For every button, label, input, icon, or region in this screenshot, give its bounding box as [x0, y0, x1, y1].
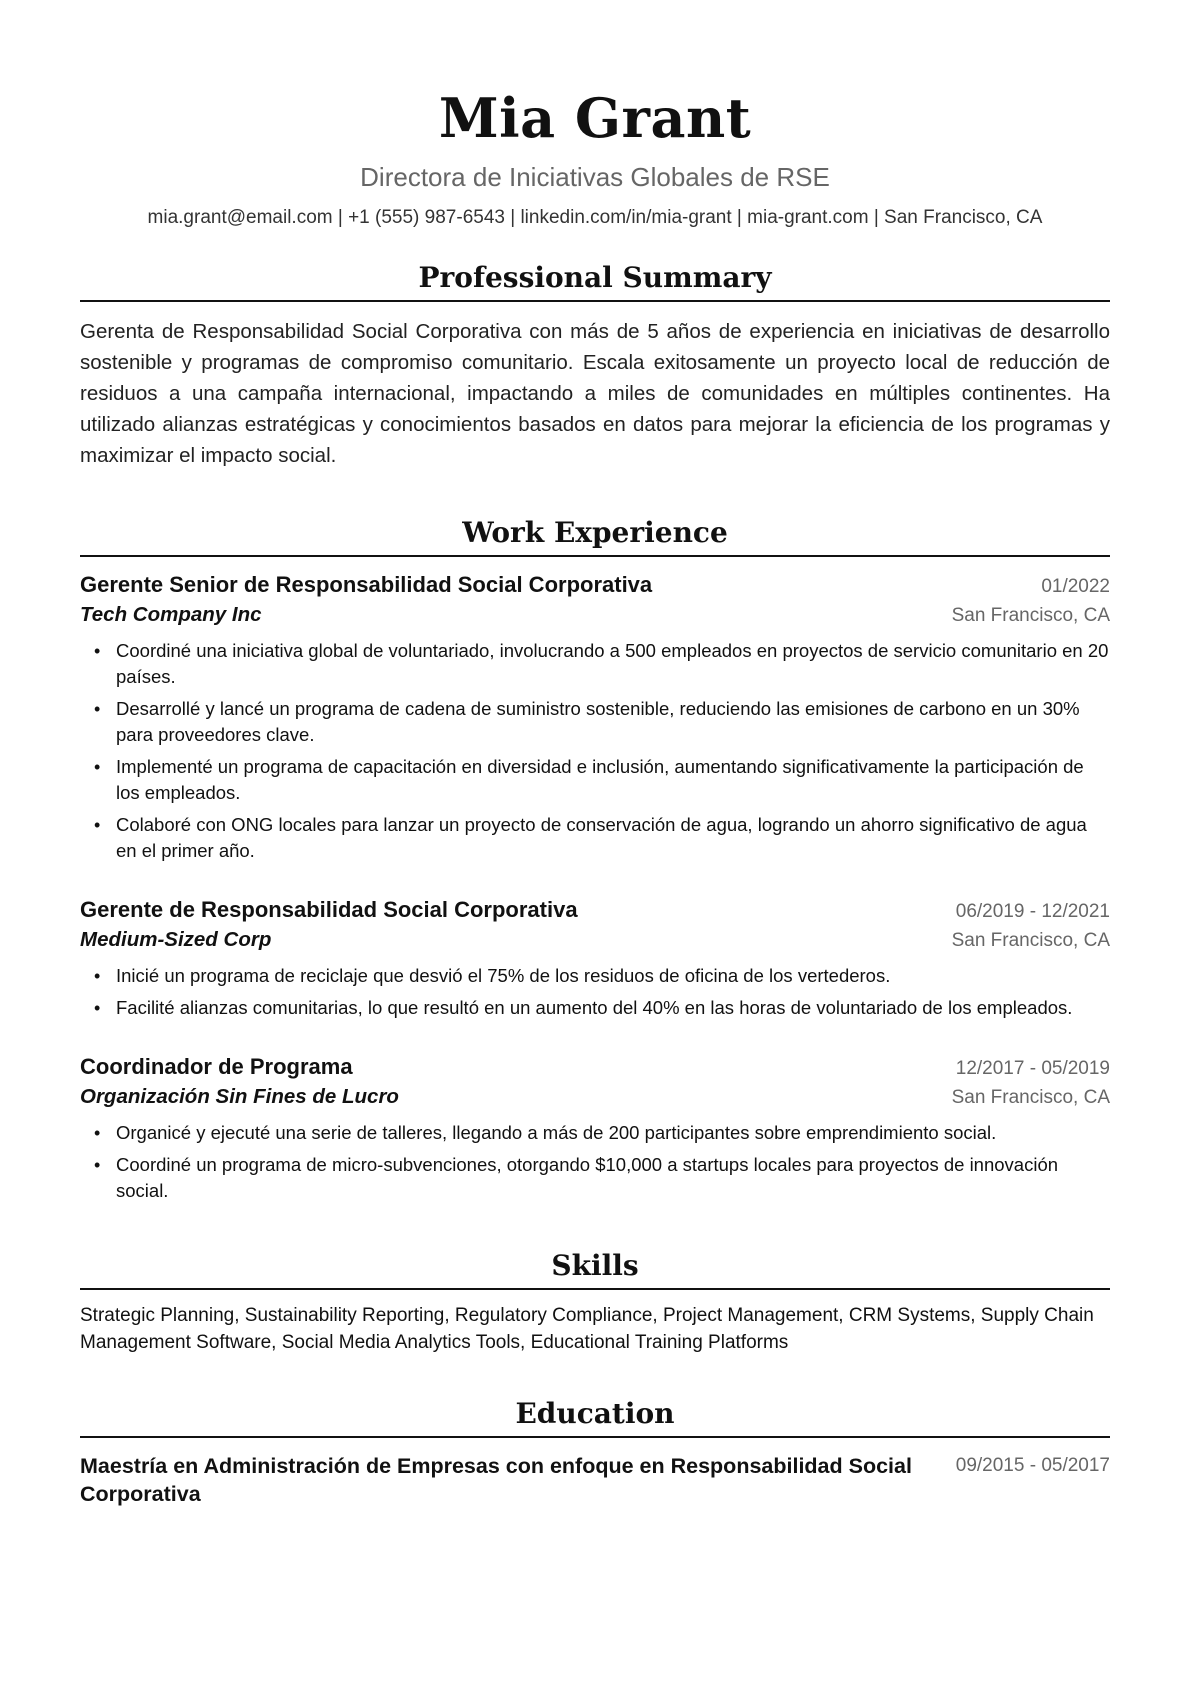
- job-bullet: • Coordiné un programa de micro-subvenciones, otorgando $10,000 a startups locales para proyectos de innovación social.: [80, 1152, 1110, 1204]
- job-date: 12/2017 - 05/2019: [955, 1058, 1110, 1079]
- job-date: 01/2022: [1041, 576, 1110, 597]
- candidate-name: Mia Grant: [438, 86, 752, 150]
- job-bullet: • Inicié un programa de reciclaje que desvió el 75% de los residuos de oficina de los vertederos.: [80, 963, 1110, 989]
- job-company: Organización Sin Fines de Lucro: [80, 1085, 399, 1108]
- job-bullet: • Coordiné una iniciativa global de voluntariado, involucrando a 500 empleados en proyectos de servicio comunitario en 20 países.: [80, 638, 1110, 690]
- job-bullet: • Desarrollé y lancé un programa de cadena de suministro sostenible, reduciendo las emisiones de carbono en un 30% para proveedores clave.: [80, 696, 1110, 748]
- job-location: San Francisco, CA: [951, 930, 1110, 951]
- education-entry: [80, 1452, 1110, 1508]
- job-bullet: • Implementé un programa de capacitación en diversidad e inclusión, aumentando significativamente la participación de los empleados.: [80, 754, 1110, 806]
- candidate-headline: Directora de Iniciativas Globales de RSE: [360, 162, 830, 192]
- job-entry: [80, 571, 1110, 864]
- job-role: Gerente de Responsabilidad Social Corporativa: [80, 897, 578, 922]
- skills-text: Strategic Planning, Sustainability Reporting, Regulatory Compliance, Project Management, CRM Systems, Supply Chain Management Software, Social Media Analytics Tools, Educational Training Platforms: [80, 1305, 1094, 1353]
- job-role: Coordinador de Programa: [80, 1054, 353, 1079]
- job-location: San Francisco, CA: [951, 605, 1110, 626]
- experience-section: [80, 515, 1110, 1204]
- contact-line: mia.grant@email.com | +1 (555) 987-6543 | linkedin.com/in/mia-grant | mia-grant.com | San Francisco, CA: [147, 207, 1043, 228]
- skills-section: [80, 1248, 1110, 1356]
- degree-title: Maestría en Administración de Empresas con enfoque en Responsabilidad Social Corporativa: [80, 1454, 912, 1506]
- education-heading: Education: [80, 1396, 1110, 1438]
- summary-section: [80, 260, 1110, 471]
- experience-heading: Work Experience: [80, 515, 1110, 557]
- job-bullet: • Colaboré con ONG locales para lanzar un proyecto de conservación de agua, logrando un ahorro significativo de agua en el primer año.: [80, 812, 1110, 864]
- job-bullets: [80, 963, 1110, 1021]
- job-entry: [80, 1053, 1110, 1204]
- summary-heading: Professional Summary: [80, 260, 1110, 302]
- summary-text: Gerenta de Responsabilidad Social Corporativa con más de 5 años de experiencia en iniciativas de desarrollo sostenible y programas de compromiso comunitario. Escala exitosamente un proyecto local de reducción de residuos a una campaña internacional, impactando a miles de comunidades en múltiples continentes. Ha utilizado alianzas estratégicas y conocimientos basados en datos para mejorar la eficiencia de los programas y maximizar el impacto social.: [80, 320, 1110, 467]
- job-date: 06/2019 - 12/2021: [955, 901, 1110, 922]
- education-date: 09/2015 - 05/2017: [955, 1455, 1110, 1476]
- job-role: Gerente Senior de Responsabilidad Social Corporativa: [80, 572, 653, 597]
- job-company: Tech Company Inc: [80, 603, 262, 626]
- job-location: San Francisco, CA: [951, 1087, 1110, 1108]
- job-bullet: • Facilité alianzas comunitarias, lo que resultó en un aumento del 40% en las horas de voluntariado de los empleados.: [80, 995, 1110, 1021]
- job-bullets: [80, 638, 1110, 864]
- job-bullets: [80, 1120, 1110, 1204]
- skills-heading: Skills: [80, 1248, 1110, 1290]
- job-entry: [80, 896, 1110, 1021]
- education-section: [80, 1396, 1110, 1508]
- job-bullet: • Organicé y ejecuté una serie de talleres, llegando a más de 200 participantes sobre emprendimiento social.: [80, 1120, 1110, 1146]
- job-company: Medium-Sized Corp: [80, 928, 272, 951]
